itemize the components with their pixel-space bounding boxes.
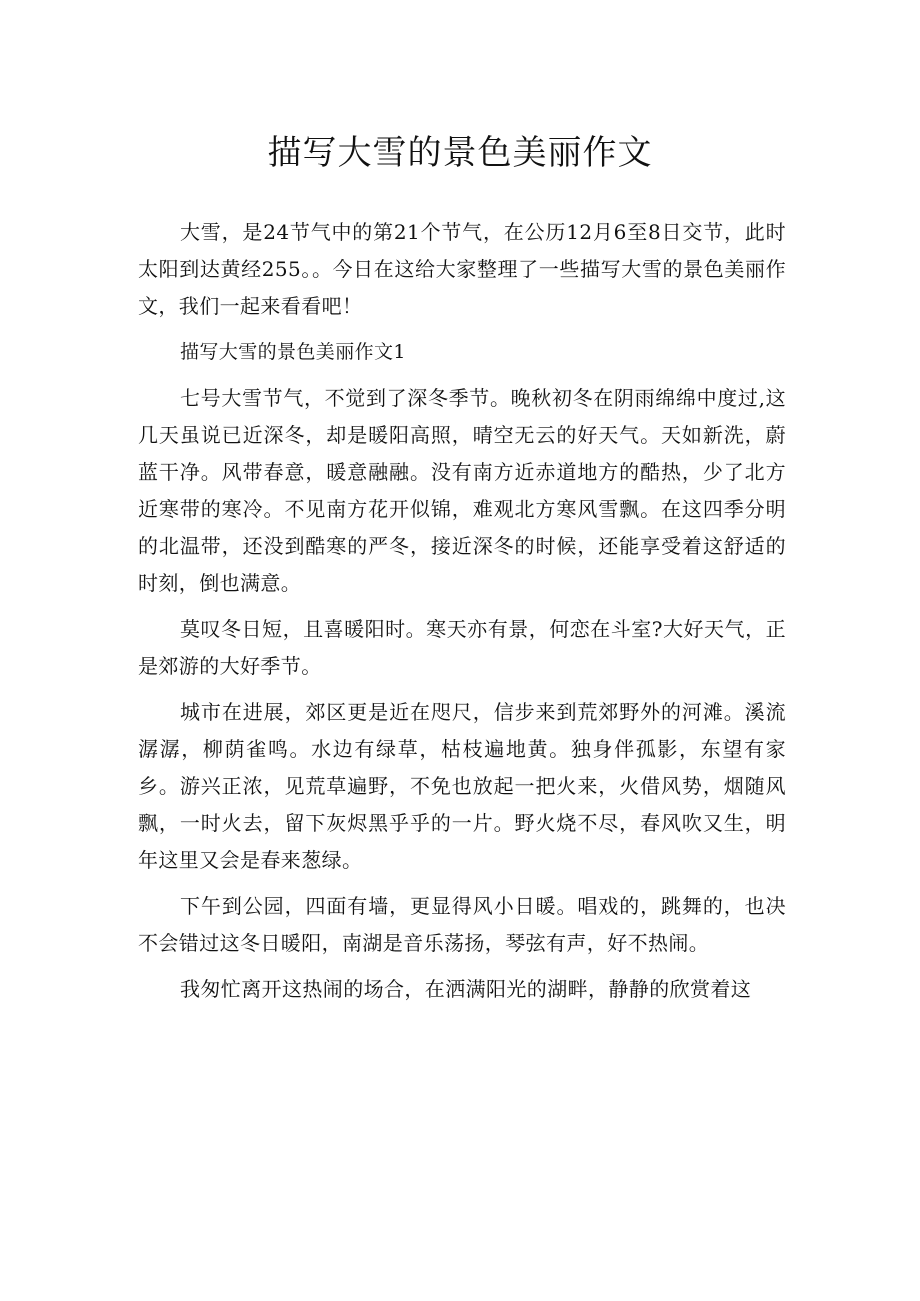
- document-title: 描写大雪的景色美丽作文: [267, 133, 653, 173]
- paragraph: 莫叹冬日短，且喜暖阳时。寒天亦有景，何恋在斗室?大好天气，正是郊游的大好季节。: [138, 617, 786, 678]
- paragraph: 七号大雪节气，不觉到了深冬季节。晚秋初冬在阴雨绵绵中度过,这几天虽说已近深冬，却是暖阳高照，晴空无云的好天气。天如新洗，蔚蓝干净。风带春意，暖意融融。没有南方近赤道地方的酷热，少了北方近寒带的寒冷。不见南方花开似锦，难观北方寒风雪飘。在这四季分明的北温带，还没到酷寒的严冬，接近深冬的时候，还能享受着这舒适的时刻，倒也满意。: [138, 386, 786, 595]
- section-heading: 描写大雪的景色美丽作文1: [180, 341, 406, 363]
- paragraph: 我匆忙离开这热闹的场合，在洒满阳光的湖畔，静静的欣赏着这: [180, 977, 752, 1001]
- paragraph: 城市在进展，郊区更是近在咫尺，信步来到荒郊野外的河滩。溪流潺潺，柳荫雀鸣。水边有绿草，枯枝遍地黄。独身伴孤影，东望有家乡。游兴正浓，见荒草遍野，不免也放起一把火来，火借风势，烟随风飘，一时火去，留下灰烬黑乎乎的一片。野火烧不尽，春风吹又生，明年这里又会是春来葱绿。: [138, 700, 786, 872]
- paragraph-intro: 大雪，是24节气中的第21个节气，在公历12月6至8日交节，此时太阳到达黄经255。。今日在这给大家整理了一些描写大雪的景色美丽作文，我们一起来看看吧！: [138, 220, 786, 318]
- paragraph: 下午到公园，四面有墙，更显得风小日暖。唱戏的，跳舞的，也决不会错过这冬日暖阳，南湖是音乐荡扬，琴弦有声，好不热闹。: [138, 894, 786, 955]
- document-body: [138, 214, 786, 1017]
